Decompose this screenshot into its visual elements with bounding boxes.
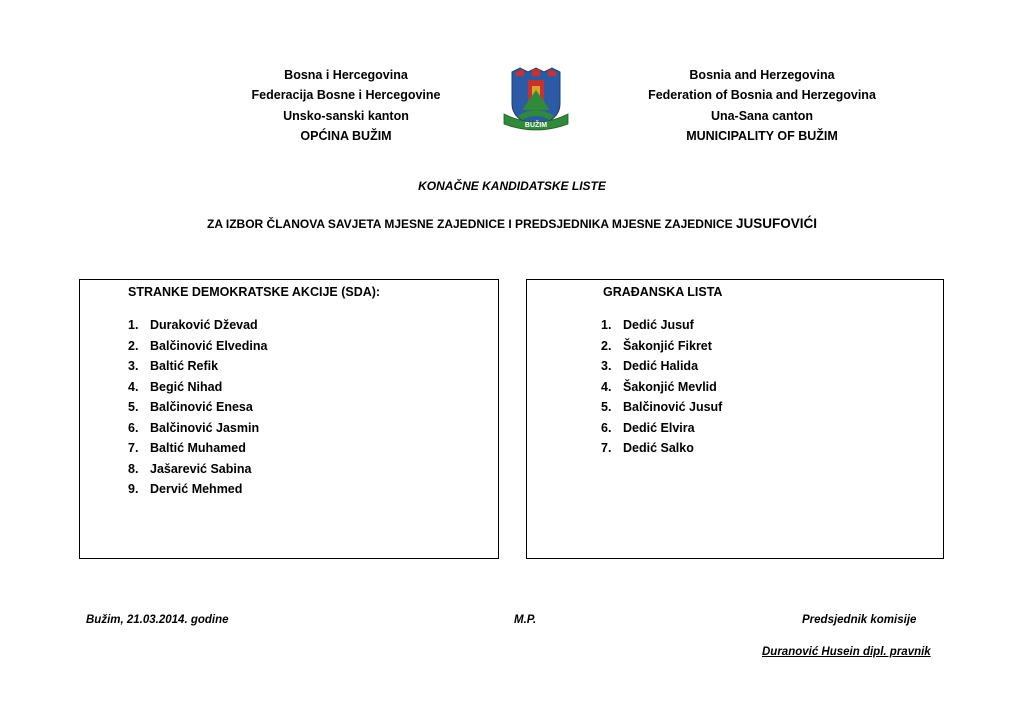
list-item: [601, 397, 722, 418]
candidate-name: Jašarević Sabina: [150, 461, 252, 476]
footer-date-place: Bužim, 21.03.2014. godine: [86, 614, 229, 626]
candidate-number: 3.: [128, 359, 139, 373]
list-item: [128, 356, 267, 377]
list-item: [128, 418, 267, 439]
candidate-number: 7.: [601, 441, 612, 455]
header-left-line-2: Federacija Bosne i Hercegovine: [251, 88, 441, 103]
header-left: [216, 65, 476, 146]
candidate-number: 6.: [601, 420, 612, 435]
candidate-name: Baltić Muhamed: [150, 441, 246, 455]
crest-label: BUŽIM: [524, 122, 548, 129]
list-item: [128, 336, 267, 357]
candidate-name: Balčinović Enesa: [150, 400, 253, 414]
header-right-line-1: Bosnia and Herzegovina: [689, 68, 835, 82]
municipality-crest-icon: [502, 66, 570, 132]
candidate-name: Dedić Jusuf: [623, 318, 694, 332]
candidate-name: Šakonjić Fikret: [623, 338, 712, 353]
candidate-number: 1.: [128, 318, 139, 332]
header-right-line-3: Una-Sana canton: [710, 108, 814, 123]
list-item: [128, 479, 267, 500]
signatory-name: Duranović Husein dipl. pravnik: [762, 646, 931, 658]
candidate-name: Dervić Mehmed: [150, 482, 243, 496]
header-left-line-1: Bosna i Hercegovina: [284, 68, 408, 82]
candidate-name: Begić Nihad: [150, 379, 223, 394]
footer-stamp: M.P.: [514, 614, 537, 626]
candidate-list-sda: [79, 279, 499, 559]
candidate-name: Duraković Dževad: [150, 318, 258, 332]
candidate-list-gradjanska: [526, 279, 944, 559]
list-item: [128, 315, 267, 336]
header-right-line-2: Federation of Bosnia and Herzegovina: [648, 88, 876, 103]
header-left-line-4: OPĆINA BUŽIM: [300, 128, 392, 143]
document-subtitle: [0, 216, 1024, 231]
list-item: [601, 377, 722, 398]
candidate-name: Balčinović Jasmin: [150, 420, 260, 435]
list-title-sda: STRANKE DEMOKRATSKE AKCIJE (SDA):: [128, 285, 381, 299]
document-title: KONAČNE KANDIDATSKE LISTE: [418, 179, 606, 193]
candidate-name: Dedić Halida: [623, 359, 699, 373]
candidate-name: Dedić Salko: [623, 441, 694, 455]
candidate-number: 4.: [601, 379, 612, 394]
candidate-name: Balčinović Jusuf: [623, 400, 723, 414]
candidate-number: 4.: [128, 379, 139, 394]
header-right-line-4: MUNICIPALITY OF BUŽIM: [686, 128, 838, 143]
candidate-name: Šakonjić Mevlid: [623, 379, 717, 394]
candidate-number: 7.: [128, 441, 139, 455]
list-title-gradjanska: GRAĐANSKA LISTA: [603, 285, 723, 299]
candidate-name: Balčinović Elvedina: [150, 338, 268, 353]
candidate-number: 5.: [128, 400, 139, 414]
candidate-name: Baltić Refik: [150, 359, 219, 373]
list-item: [601, 356, 722, 377]
list-item: [128, 397, 267, 418]
footer-chair-title: Predsjednik komisije: [802, 614, 917, 626]
candidate-number: 2.: [601, 338, 612, 353]
candidate-name: Dedić Elvira: [623, 420, 695, 435]
candidate-number: 9.: [128, 482, 139, 496]
list-item: [601, 438, 722, 459]
candidate-number: 1.: [601, 318, 612, 332]
candidate-number: 5.: [601, 400, 612, 414]
subtitle-place: JUSUFOVIĆI: [735, 216, 817, 231]
list-item: [601, 315, 722, 336]
subtitle-text: ZA IZBOR ČLANOVA SAVJETA MJESNE ZAJEDNICE I PREDSJEDNIKA MJESNE ZAJEDNICE: [207, 217, 736, 231]
candidate-number: 2.: [128, 338, 139, 353]
candidate-number: 3.: [601, 359, 612, 373]
list-item: [601, 418, 722, 439]
header-right: [632, 65, 892, 146]
list-item: [128, 459, 267, 480]
candidates-sda: [128, 315, 267, 500]
list-item: [128, 438, 267, 459]
list-item: [601, 336, 722, 357]
header-left-line-3: Unsko-sanski kanton: [283, 108, 409, 123]
candidate-number: 6.: [128, 420, 139, 435]
candidates-gradjanska: [601, 315, 722, 459]
candidate-number: 8.: [128, 461, 139, 476]
list-item: [128, 377, 267, 398]
